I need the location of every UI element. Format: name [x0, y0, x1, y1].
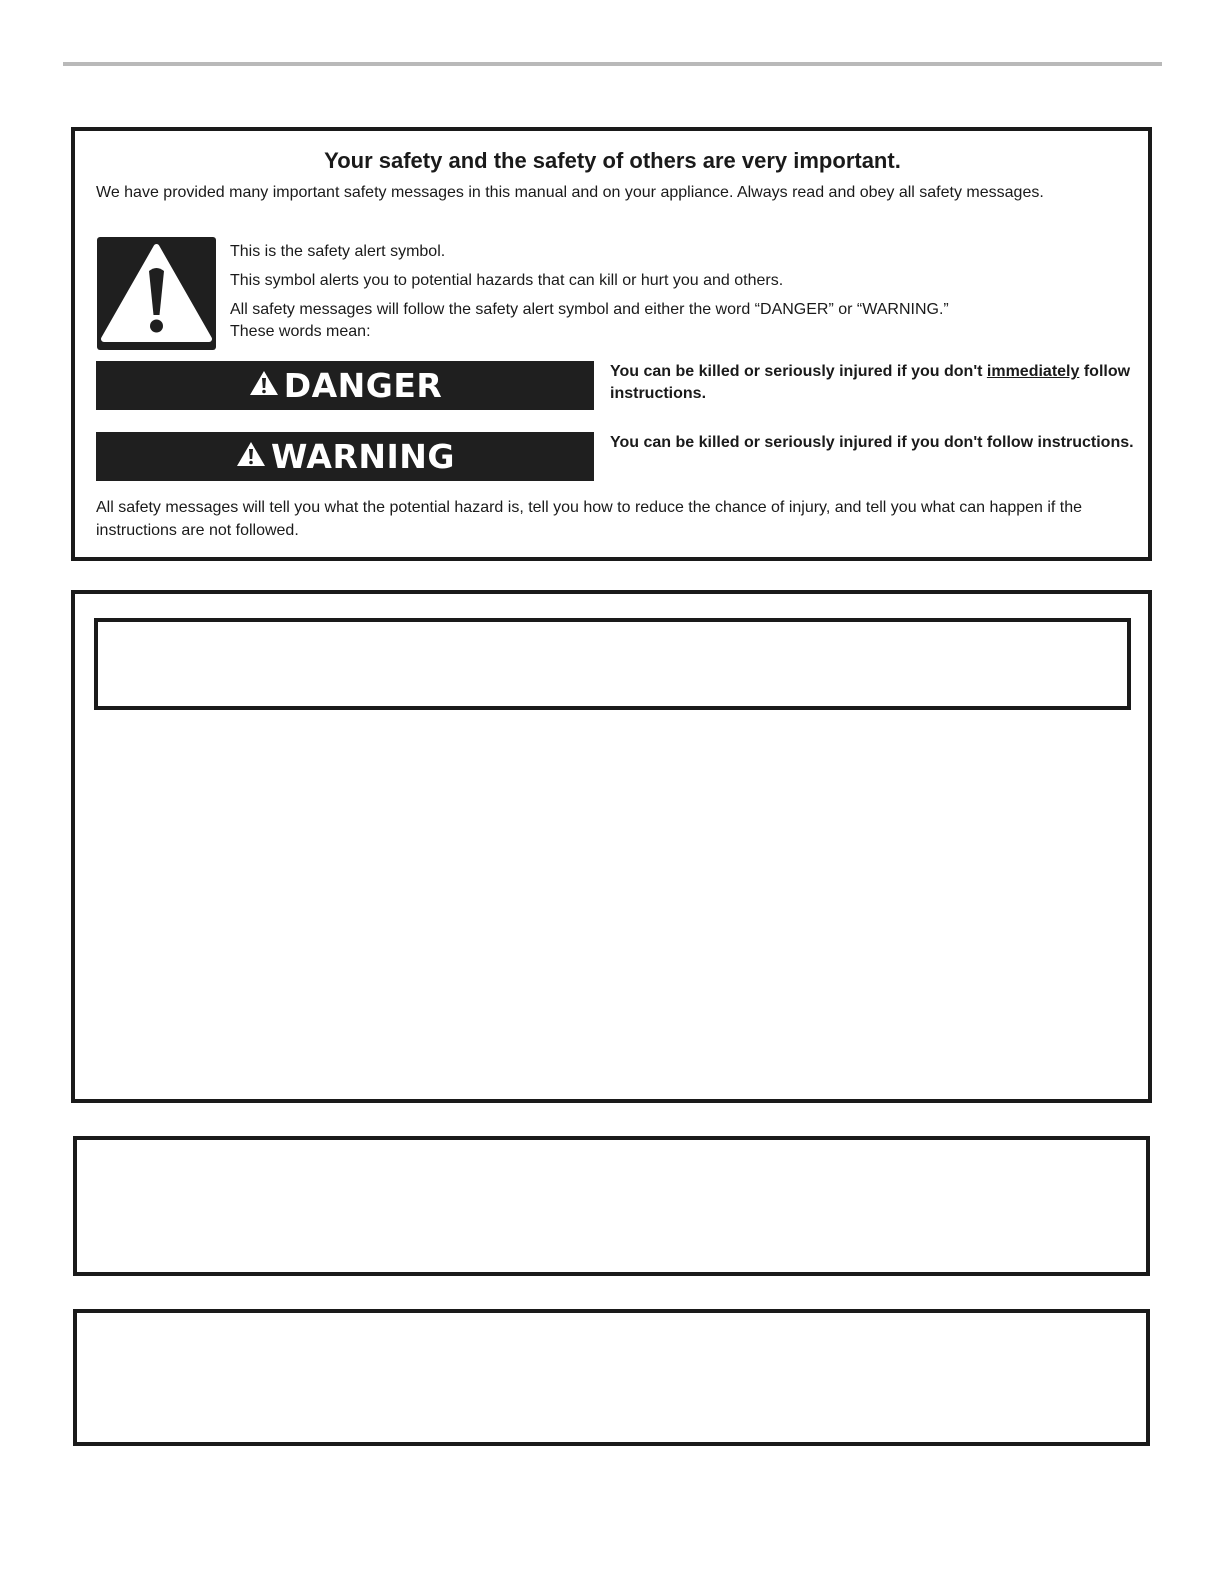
- top-rule: [63, 62, 1162, 66]
- content-panel-4: [73, 1309, 1150, 1446]
- symbol-line-3: All safety messages will follow the safety alert symbol and either the word “DANGER” or “WARNING.”: [230, 301, 949, 318]
- danger-description: [610, 361, 1135, 405]
- alert-triangle-icon: [235, 437, 267, 476]
- symbol-line-1: This is the safety alert symbol.: [230, 243, 446, 260]
- warning-label: WARNING: [271, 437, 455, 476]
- warning-description: You can be killed or seriously injured if you don't follow instructions.: [610, 434, 1134, 451]
- danger-desc-before: You can be killed or seriously injured if you don't: [610, 363, 987, 380]
- danger-desc-emphasis: immediately: [986, 363, 1080, 380]
- alert-triangle-icon: [248, 366, 280, 405]
- symbol-line-2: This symbol alerts you to potential hazards that can kill or hurt you and others.: [230, 272, 784, 289]
- danger-desc-after: follow instructions.: [610, 363, 1131, 402]
- safety-heading: Your safety and the safety of others are very important.: [324, 148, 901, 173]
- danger-label: DANGER: [283, 366, 443, 405]
- symbol-line-4: These words mean:: [230, 323, 371, 340]
- danger-signal-bar: [96, 361, 594, 410]
- content-panel-2-header-box: [94, 618, 1131, 710]
- safety-closing-text: All safety messages will tell you what the potential hazard is, tell you how to reduce the chance of injury, and tell you what can happen if the instructions are not followed.: [96, 499, 1083, 539]
- warning-signal-bar: [96, 432, 594, 481]
- safety-alert-triangle-icon: [97, 237, 216, 350]
- safety-intro-text: We have provided many important safety messages in this manual and on your appliance. Always read and obey all safety messages.: [96, 184, 1044, 201]
- content-panel-3: [73, 1136, 1150, 1276]
